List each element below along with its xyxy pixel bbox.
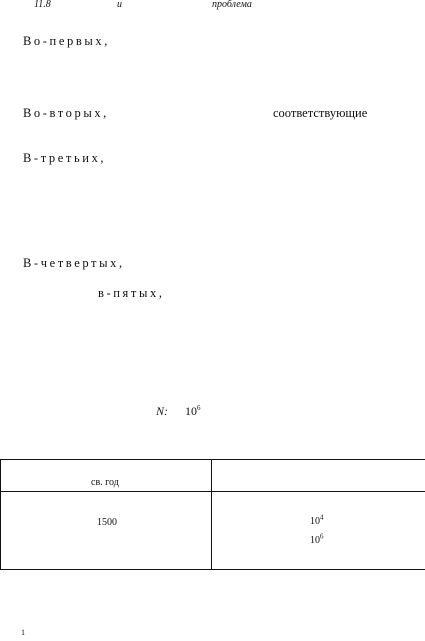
footnote-mark: 1	[21, 628, 25, 637]
table-header-divider	[0, 491, 425, 492]
paragraph-fifth-opener: в-пятых,	[98, 286, 165, 300]
formula-base: 10	[185, 404, 197, 418]
paragraph-second-opener: Во-вторых,	[23, 106, 109, 120]
section-number: 11.8	[34, 0, 51, 10]
formula-symbol: N:	[156, 404, 168, 418]
header-section-title: проблема	[212, 0, 252, 10]
paragraph-third-opener: В-третьих,	[23, 151, 107, 165]
table-cell-right-1-exp: 4	[320, 513, 324, 522]
table-cell-right-2-base: 10	[310, 535, 320, 546]
table-cell-right-1-base: 10	[310, 516, 320, 527]
table-cell-right-2-exp: 6	[320, 532, 324, 541]
data-table	[0, 459, 425, 570]
table-left-border	[0, 460, 1, 569]
table-cell-left: 1500	[97, 517, 117, 528]
table-cell-right-2	[310, 532, 324, 546]
table-cell-right-1	[310, 513, 324, 527]
paragraph-fourth-opener: В-четвертых,	[23, 256, 125, 270]
formula	[156, 404, 201, 419]
header-conjunction: и	[117, 0, 122, 10]
formula-exponent: 6	[197, 404, 201, 412]
table-header-left: св. год	[91, 477, 119, 488]
paragraph-first-opener: Во-первых,	[23, 34, 110, 48]
paragraph-second-tail: соответствующие	[273, 106, 368, 120]
table-column-divider	[211, 460, 212, 569]
